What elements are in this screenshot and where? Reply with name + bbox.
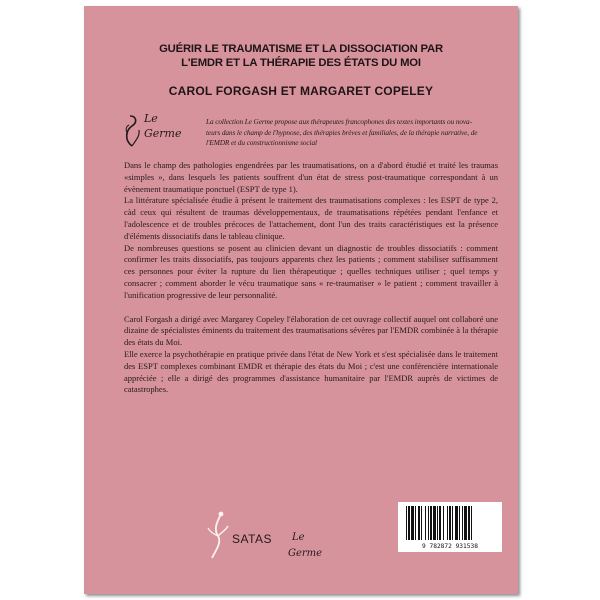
barcode-bar <box>406 506 407 540</box>
barcode-bar <box>449 506 451 540</box>
barcode-bar <box>411 506 414 540</box>
series-logo-bottom <box>284 532 344 572</box>
barcode-bar <box>425 506 426 540</box>
barcode-bar <box>447 506 448 540</box>
paragraph-4: Carol Forgash a dirigé avec Margarey Copeley l'élaboration de cet ouvrage collectif auquel ont collaboré une dizaine de spécialistes éminents du traitement des traumatisations sévères par l'EMDR combinée à la thérapie des états du Moi. <box>124 313 498 348</box>
barcode-bar <box>428 506 429 540</box>
barcode-bar <box>443 506 444 540</box>
paragraph-1: Dans le champ des pathologies engendrées par les traumatisations, on a d'abord étudié et traité les traumas «simples », dans lesquels les patients souffrent d'un état de stress post-traumatique correspondant à un évènement traumatique ponctuel (ESPT de type 1). <box>124 160 498 194</box>
barcode-bar <box>455 506 458 540</box>
back-cover-text <box>124 160 498 396</box>
paragraph-3: De nombreuses questions se posent au clinicien devant un diagnostic de troubles dissociatifs : comment confirmer les traits dissociatifs, pas toujours apparents chez les patients ; comment stabiliser suffisamment ces personnes pour éviter la rupture du lien thérapeutique ; quelles techniques utiliser ; quel temps y consacrer ; comment aborder le vécu traumatique sans « re-traumatiser » le patient ; comment travailler à l'unification progressive de leur personnalité. <box>124 242 498 300</box>
series-logo-bottom-germe: Germe <box>288 548 323 559</box>
barcode-bar <box>439 506 441 540</box>
barcode-bar <box>462 506 463 540</box>
collection-line-3: l'EMDR et du constructionnisme social <box>206 138 317 147</box>
paragraph-5: Elle exerce la psychothérapie en pratique privée dans l'état de New York et s'est spécialisée dans le traitement des ESPT complexes combinant EMDR et thérapie des états du Moi ; c'est une conférencière internationale appréciée ; elle a dirigé des programmes d'assistance humanitaire par l'EMDR auprès de victimes de catastrophes. <box>124 348 498 395</box>
collection-line-2: teurs dans le champ de l'hypnose, des thérapies brèves et familiales, de la thérapie narrative, de <box>206 127 478 137</box>
collection-line-1: La collection Le Germe propose aux thérapeutes francophones des textes importants ou nova- <box>206 117 472 126</box>
barcode-bar <box>452 506 453 540</box>
barcode-bar <box>468 506 470 540</box>
barcode-bar <box>433 506 436 540</box>
publisher-name: SATAS <box>232 532 273 546</box>
book-title <box>94 42 508 70</box>
barcode-bar <box>459 506 460 540</box>
barcode-bar <box>437 506 438 540</box>
series-logo-le: Le <box>144 112 158 125</box>
series-logo <box>120 110 200 150</box>
barcode-bar <box>464 506 467 540</box>
barcode-icon <box>404 506 496 540</box>
barcode-bar <box>408 506 410 540</box>
barcode <box>398 502 502 552</box>
series-logo-bottom-le: Le <box>292 532 305 543</box>
book-back-cover <box>84 6 518 594</box>
dancer-logo-icon <box>206 510 230 562</box>
book-authors: CAROL FORGASH ET MARGARET COPELEY <box>168 84 434 98</box>
barcode-bar <box>415 506 416 540</box>
barcode-bar <box>430 506 432 540</box>
swirl-logo-icon <box>120 114 144 148</box>
isbn-number: 9 782872 931538 <box>422 543 478 550</box>
series-logo-germe: Germe <box>144 127 182 140</box>
barcode-bar <box>471 506 472 540</box>
title-line-1: GUÉRIR LE TRAUMATISME ET LA DISSOCIATION PAR <box>159 43 443 55</box>
collection-description <box>206 117 506 149</box>
title-line-2: L'EMDR ET LA THÉRAPIE DES ÉTATS DU MOI <box>181 57 421 69</box>
paragraph-2: La littérature spécialisée étudie à présent le traitement des traumatisations complexes : les ESPT de type 2, càd ceux qui résultent de traumas développementaux, de traumatisations répétées pendant l'enfance et l'adolescence et de troubles précoces de l'attachement, dont l'un des traits caractéristiques est la présence d'éléments dissociatifs dans le tableau clinique. <box>124 195 498 241</box>
barcode-bar <box>421 506 422 540</box>
barcode-bar <box>418 506 420 540</box>
